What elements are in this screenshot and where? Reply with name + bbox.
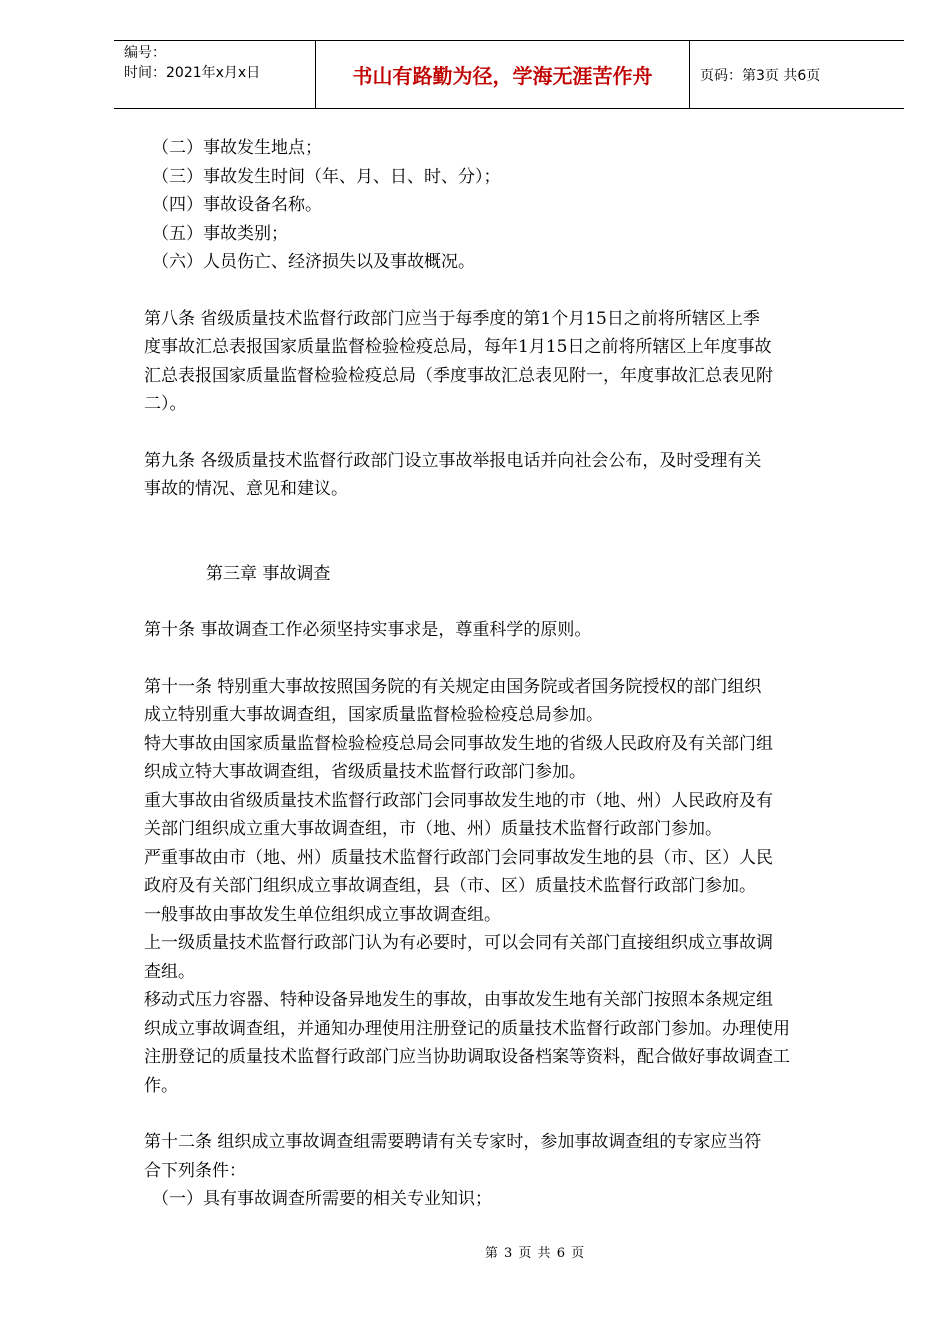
text-line: （二）事故发生地点； bbox=[152, 138, 322, 158]
header-page-info: 页码：第3页 共6页 bbox=[700, 67, 821, 84]
text-line: 第九条 各级质量技术监督行政部门设立事故举报电话并向社会公布，及时受理有关 bbox=[144, 450, 762, 471]
text-line: 作。 bbox=[144, 1075, 178, 1096]
text-line: 关部门组织成立重大事故调查组，市（地、州）质量技术监督行政部门参加。 bbox=[144, 819, 722, 839]
text-line: 第十条 事故调查工作必须坚持实事求是，尊重科学的原则。 bbox=[144, 620, 592, 640]
text-line: 政府及有关部门组织成立事故调查组，县（市、区）质量技术监督行政部门参加。 bbox=[144, 876, 756, 896]
page-footer: 第 3 页 共 6 页 bbox=[484, 1246, 586, 1261]
text-line: （六）人员伤亡、经济损失以及事故概况。 bbox=[152, 252, 475, 272]
paragraph-gap bbox=[144, 645, 884, 673]
text-line: 织成立事故调查组，并通知办理使用注册登记的质量技术监督行政部门参加。办理使用 bbox=[144, 1018, 790, 1039]
text-line: 移动式压力容器、特种设备异地发生的事故，由事故发生地有关部门按照本条规定组 bbox=[144, 990, 773, 1010]
paragraph-gap bbox=[144, 504, 884, 560]
text-line: 一般事故由事故发生单位组织成立事故调查组。 bbox=[144, 904, 501, 925]
paragraph-gap bbox=[144, 1100, 884, 1128]
text-line: 查组。 bbox=[144, 961, 195, 982]
text-line: 汇总表报国家质量监督检验检疫总局（季度事故汇总表见附一，年度事故汇总表见附 bbox=[144, 365, 773, 386]
time-label: 时间：2021年x月x日 bbox=[124, 65, 261, 81]
text-line: 重大事故由省级质量技术监督行政部门会同事故发生地的市（地、州）人民政府及有 bbox=[144, 790, 773, 811]
text-line: 注册登记的质量技术监督行政部门应当协助调取设备档案等资料，配合做好事故调查工 bbox=[144, 1047, 790, 1067]
text-line: 二）。 bbox=[144, 394, 187, 414]
text-line: （五）事故类别； bbox=[152, 223, 288, 244]
text-line: （三）事故发生时间（年、月、日、时、分）； bbox=[152, 166, 501, 187]
number-label: 编号： bbox=[124, 45, 166, 61]
text-line: 织成立特大事故调查组，省级质量技术监督行政部门参加。 bbox=[144, 762, 586, 782]
header-motto: 书山有路勤为径，学海无涯苦作舟 bbox=[316, 41, 690, 108]
document-body bbox=[144, 134, 884, 1214]
text-line: 第十一条 特别重大事故按照国务院的有关规定由国务院或者国务院授权的部门组织 bbox=[144, 676, 762, 697]
text-line: 第八条 省级质量技术监督行政部门应当于每季度的第1个月15日之前将所辖区上季 bbox=[144, 308, 760, 329]
text-line: 成立特别重大事故调查组，国家质量监督检验检疫总局参加。 bbox=[144, 705, 603, 725]
paragraph-gap bbox=[144, 419, 884, 447]
header-meta bbox=[114, 41, 316, 108]
page-header bbox=[114, 40, 904, 109]
text-line: 特大事故由国家质量监督检验检疫总局会同事故发生地的省级人民政府及有关部门组 bbox=[144, 733, 773, 754]
text-line: 合下列条件： bbox=[144, 1160, 246, 1181]
text-line: 严重事故由市（地、州）质量技术监督行政部门会同事故发生地的县（市、区）人民 bbox=[144, 847, 773, 868]
paragraph-gap bbox=[144, 277, 884, 305]
text-line: 事故的情况、意见和建议。 bbox=[144, 479, 348, 499]
text-line: 度事故汇总表报国家质量监督检验检疫总局，每年1月15日之前将所辖区上年度事故 bbox=[144, 337, 772, 357]
text-line: （四）事故设备名称。 bbox=[152, 195, 322, 215]
chapter-heading: 第三章 事故调查 bbox=[206, 563, 331, 584]
text-line: （一）具有事故调查所需要的相关专业知识； bbox=[152, 1189, 492, 1209]
paragraph-gap bbox=[144, 588, 884, 616]
text-line: 第十二条 组织成立事故调查组需要聘请有关专家时，参加事故调查组的专家应当符 bbox=[144, 1132, 762, 1152]
text-line: 上一级质量技术监督行政部门认为有必要时，可以会同有关部门直接组织成立事故调 bbox=[144, 933, 773, 953]
